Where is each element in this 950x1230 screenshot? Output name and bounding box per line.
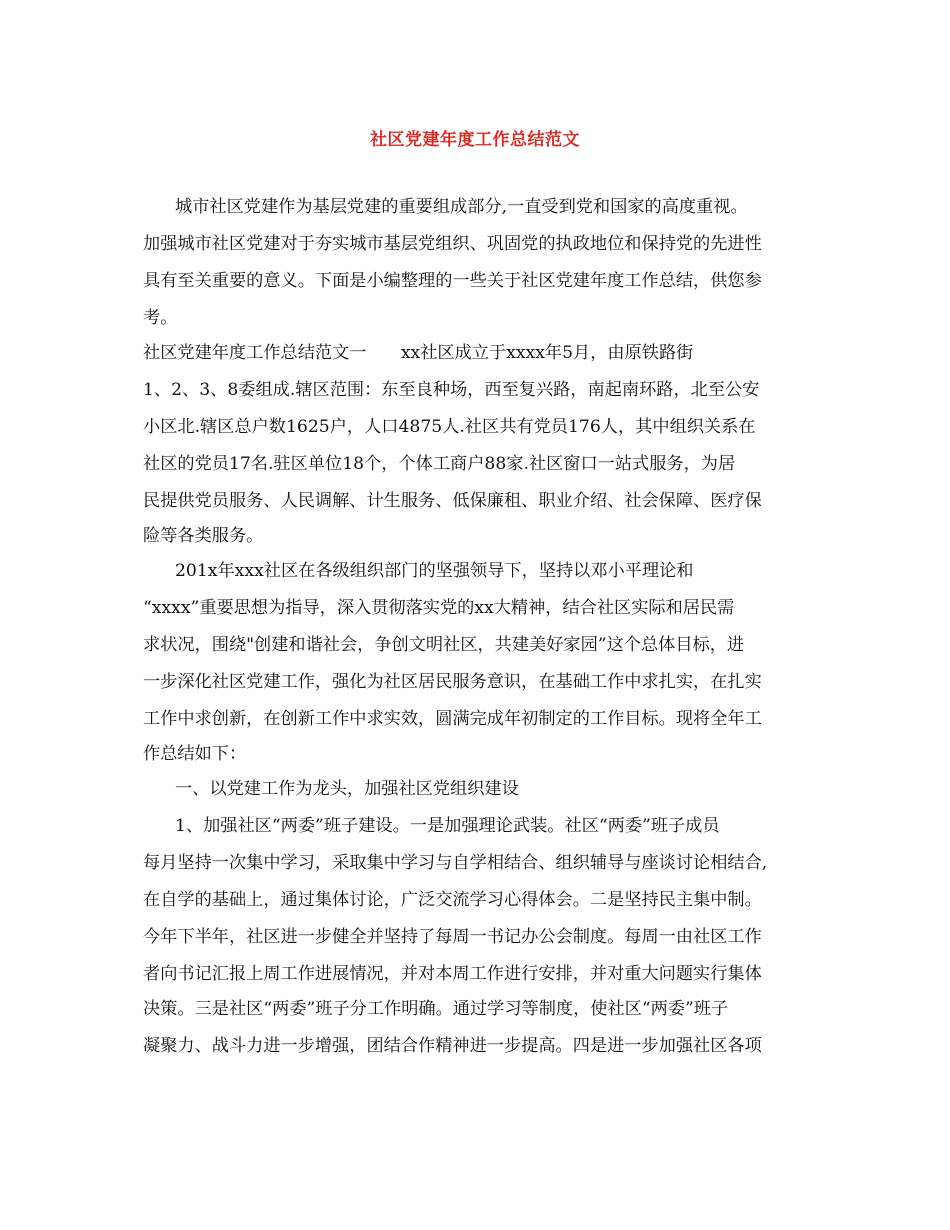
paragraph-line: 每月坚持一次集中学习，采取集中学习与自学相结合、组织辅导与座谈讨论相结合,: [143, 853, 768, 873]
paragraph-line: 考。: [143, 308, 178, 328]
paragraph-line: 凝聚力、战斗力进一步增强，团结合作精神进一步提高。四是进一步加强社区各项: [143, 1036, 762, 1056]
document-title: 社区党建年度工作总结范文: [370, 130, 580, 150]
section-heading: 一、以党建工作为龙头，加强社区党组织建设: [175, 779, 519, 799]
paragraph-line: 险等各类服务。: [143, 526, 264, 546]
paragraph-line: 社区的党员17名.驻区单位18个，个体工商户88家.社区窗口一站式服务，为居: [143, 454, 736, 474]
paragraph-line: 小区北.辖区总户数1625户，人口4875人.社区共有党员176人，其中组织关系在: [143, 417, 756, 437]
paragraph-line: 1、2、3、8委组成.辖区范围：东至良种场，西至复兴路，南起南环路，北至公安: [143, 380, 760, 400]
paragraph-line: 民提供党员服务、人民调解、计生服务、低保廉租、职业介绍、社会保障、医疗保: [143, 491, 762, 511]
paragraph-line: 工作中求创新，在创新工作中求实效，圆满完成年初制定的工作目标。现将全年工: [143, 709, 762, 729]
paragraph-line: “xxxx”重要思想为指导，深入贯彻落实党的xx大精神，结合社区实际和居民需: [143, 598, 735, 618]
paragraph-line: 1、加强社区“两委”班子建设。一是加强理论武装。社区“两委”班子成员: [175, 816, 720, 836]
paragraph-line: 决策。三是社区“两委”班子分工作明确。通过学习等制度，使社区“两委”班子: [143, 999, 729, 1019]
paragraph-line: 者向书记汇报上周工作进展情况，并对本周工作进行安排，并对重大问题实行集体: [143, 964, 762, 984]
paragraph-line: 城市社区党建作为基层党建的重要组成部分,一直受到党和国家的高度重视。: [175, 197, 748, 217]
paragraph-line: 201x年xxx社区在各级组织部门的坚强领导下，坚持以邓小平理论和: [175, 561, 694, 581]
paragraph-line: 求状况，围绕"创建和谐社会，争创文明社区，共建美好家园”这个总体目标，进: [143, 635, 745, 655]
paragraph-line: 一步深化社区党建工作，强化为社区居民服务意识，在基础工作中求扎实，在扎实: [143, 672, 762, 692]
paragraph-line: 今年下半年，社区进一步健全并坚持了每周一书记办公会制度。每周一由社区工作: [143, 927, 762, 947]
paragraph-line: 加强城市社区党建对于夯实城市基层党组织、巩固党的执政地位和保持党的先进性: [143, 234, 762, 254]
paragraph-line: 具有至关重要的意义。下面是小编整理的一些关于社区党建年度工作总结，供您参: [143, 271, 762, 291]
paragraph-line: 在自学的基础上，通过集体讨论，广泛交流学习心得体会。二是坚持民主集中制。: [143, 890, 762, 910]
paragraph-line: 作总结如下：: [143, 744, 247, 764]
paragraph-line: 社区党建年度工作总结范文一 xx社区成立于xxxx年5月，由原铁路街: [143, 343, 694, 363]
